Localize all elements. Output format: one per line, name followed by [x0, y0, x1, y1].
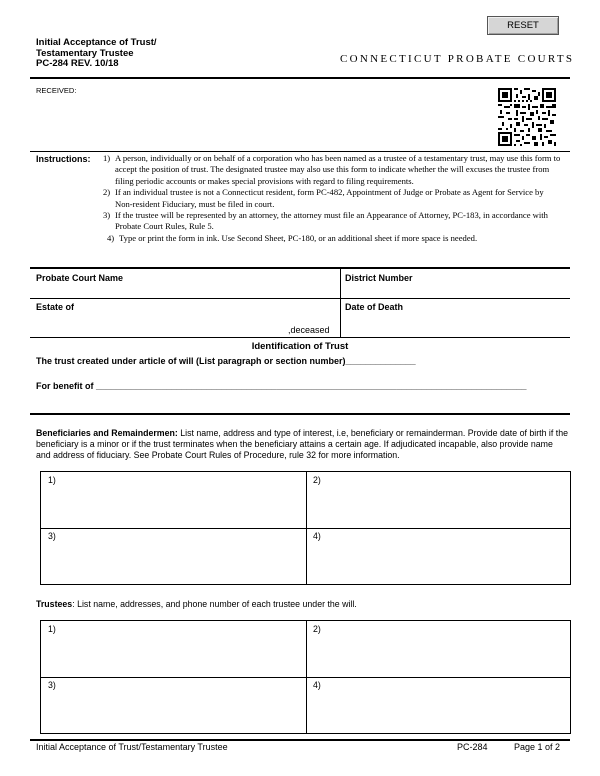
header-divider — [30, 77, 570, 79]
footer-page-number: Page 1 of 2 — [514, 742, 561, 752]
form-number: PC-284 REV. 10/18 — [36, 58, 119, 69]
district-number-label: District Number — [345, 273, 413, 283]
instruction-item: 2) If an individual trustee is not a Connecticut resident, form PC-482, Appointment of Judge or Probate as Agent for Service by Non-resident Fiduciary, must be filed in court. — [103, 187, 544, 209]
estate-row-divider — [30, 337, 570, 338]
beneficiaries-instructions: Beneficiaries and Remaindermen: List name, address and type of interest, i.e, beneficiary or remainderman. Provide date of birth if the beneficiary is a minor or if the trust terminates when the beneficiary attains a certain age. If adjudicated incapable, also provide name and address of fiduciary. See Probate Court Rules of Procedure, rule 32 for more information. — [36, 428, 568, 460]
trustees-grid — [40, 620, 571, 734]
date-of-death-label: Date of Death — [345, 302, 404, 312]
instructions-list — [103, 153, 563, 244]
trust-article-field[interactable]: The trust created under article of will (List paragraph or section number)______________ — [36, 356, 416, 366]
form-title-line2: Testamentary Trustee — [36, 47, 134, 59]
trustees-instructions: Trustees: List name, addresses, and phone number of each trustee under the will. — [36, 599, 357, 609]
instructions-divider — [30, 267, 570, 269]
identification-heading: Identification of Trust — [251, 341, 349, 352]
footer-title: Initial Acceptance of Trust/Testamentary Trustee — [36, 742, 228, 752]
trustee-cell-1[interactable]: 1) — [48, 624, 56, 634]
beneficiary-cell-3[interactable]: 3) — [48, 531, 56, 541]
trustee-cell-4[interactable]: 4) — [313, 680, 321, 690]
instruction-item: 1) A person, individually or on behalf of a corporation who has been named as a trustee of a testamentary trust, may use this form to accept the position of trust. The designated trustee may also use this form to indicate whether the will excuses the trustee from filing periodic accounts or makes special provisions with regard to filing requirements. — [103, 153, 561, 186]
form-title — [36, 38, 196, 70]
received-label: RECEIVED: — [36, 86, 77, 95]
estate-of-label: Estate of — [36, 302, 75, 312]
trustees-heading: Trustees — [36, 599, 73, 609]
footer-form-code: PC-284 — [457, 742, 488, 752]
beneficiaries-heading: Beneficiaries and Remaindermen: — [36, 428, 178, 438]
instruction-item: 4) Type or print the form in ink. Use Second Sheet, PC-180, or an additional sheet if more space is needed. — [107, 232, 478, 243]
qr-code-icon — [498, 88, 556, 146]
probate-court-name-label: Probate Court Name — [36, 273, 124, 283]
reset-button[interactable]: RESET — [487, 16, 559, 35]
form-title-line1: Initial Acceptance of Trust/ — [36, 37, 157, 48]
trustee-cell-3[interactable]: 3) — [48, 680, 56, 690]
beneficiaries-grid — [40, 471, 571, 585]
beneficiary-cell-4[interactable]: 4) — [313, 531, 321, 541]
instructions-label: Instructions: — [36, 154, 91, 164]
identification-divider — [30, 413, 570, 415]
beneficiary-cell-2[interactable]: 2) — [313, 475, 321, 485]
footer-divider — [30, 739, 570, 741]
court-row-divider — [30, 298, 570, 299]
trustee-cell-2[interactable]: 2) — [313, 624, 321, 634]
received-divider — [30, 151, 570, 152]
field-column-divider — [340, 268, 341, 337]
instruction-item: 3) If the trustee will be represented by an attorney, the attorney must file an Appearance of Attorney, PC-183, in accordance with Probate Court Rules, Rule 5. — [103, 210, 548, 232]
benefit-of-field[interactable]: For benefit of ______________________________________________________________________________________ — [36, 381, 527, 391]
deceased-label: ,deceased — [288, 325, 330, 335]
court-name: CONNECTICUT PROBATE COURTS — [340, 53, 575, 65]
beneficiary-cell-1[interactable]: 1) — [48, 475, 56, 485]
